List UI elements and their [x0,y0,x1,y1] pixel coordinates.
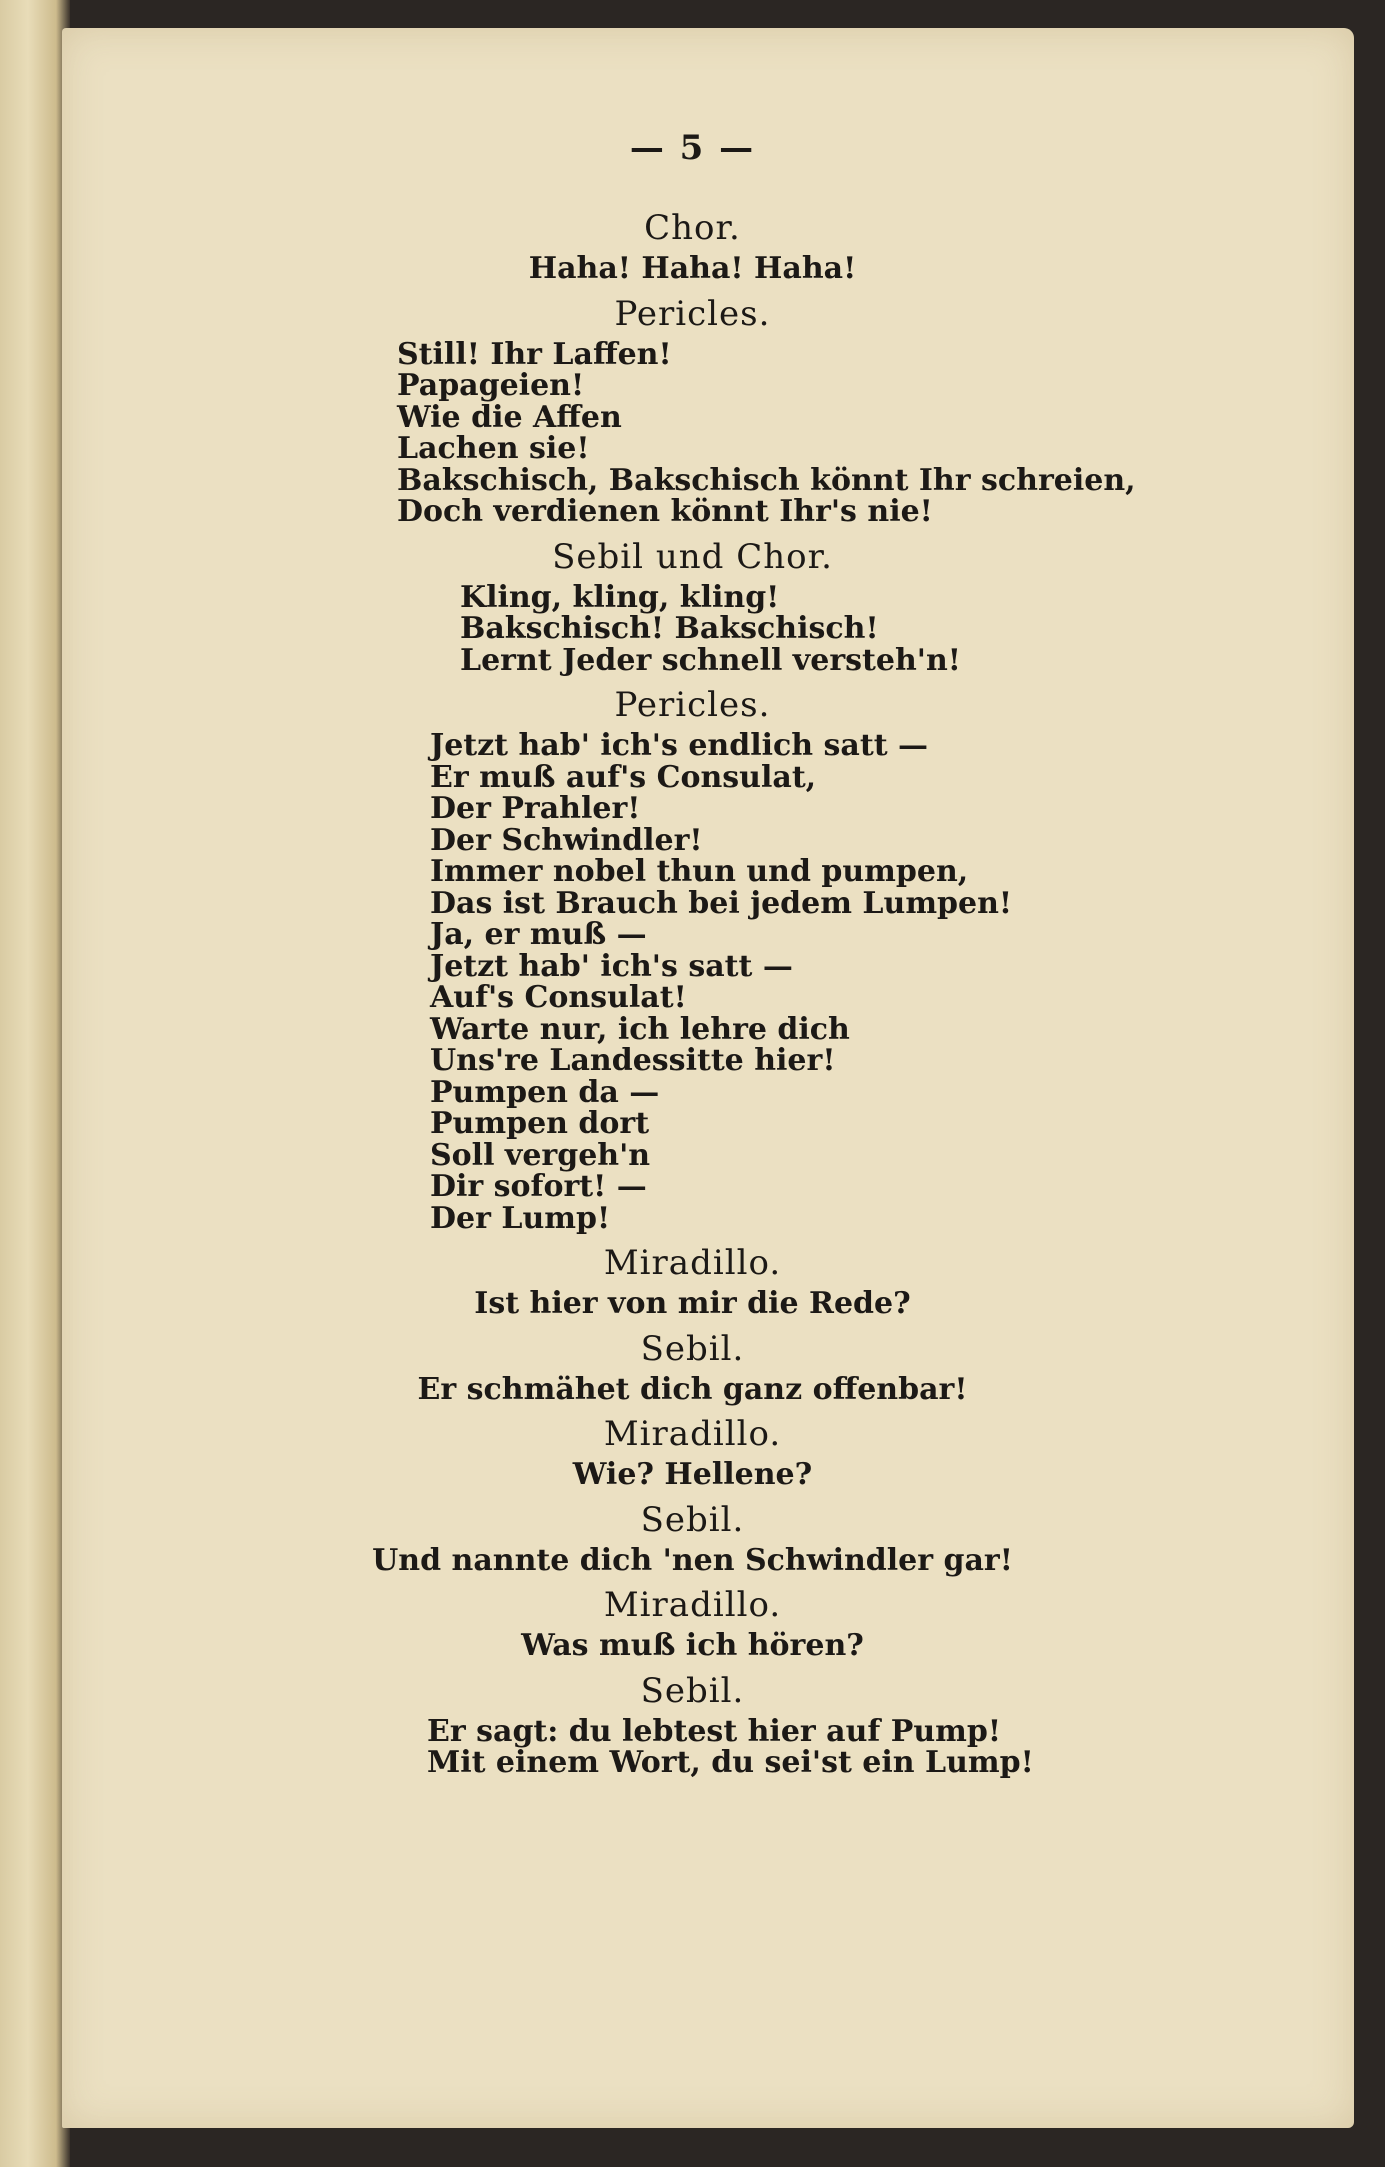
dialogue-line: Kling, kling, kling! [460,579,780,615]
dialogue-lines [0,579,1385,678]
dialogue-block [0,1497,1385,1583]
dialogue-line: Uns're Landessitte hier! [430,1043,836,1078]
speaker-name: Pericles. [614,685,771,725]
dialogue-line: Der Lump! [430,1200,611,1236]
dialogue-line: Dir sofort! — [430,1169,647,1204]
dialogue-line: Ist hier von mir die Rede? [474,1286,911,1321]
dialogue-line: Bakschisch! Bakschisch! [460,611,879,646]
dialogue-line: Wie die Affen [397,399,622,435]
speaker-name: Pericles. [614,293,771,334]
dialogue-lines [0,253,1385,285]
dialogue-line: Mit einem Wort, du sei'st ein Lump! [427,1745,1034,1780]
dialogue-block [0,1240,1385,1326]
dialogue-line: Der Schwindler! [430,822,703,858]
dialogue-line: Auf's Consulat! [430,980,687,1015]
dialogue-line: Doch verdienen könnt Ihr's nie! [397,494,933,529]
dialogue-line: Pumpen dort [430,1106,650,1141]
dialogue-line: Jetzt hab' ich's satt — [430,948,793,984]
dialogue-block [0,1668,1385,1785]
dialogue-line: Wie? Hellene? [572,1457,813,1492]
dialogue-lines [0,1288,1385,1320]
dialogue-line: Still! Ihr Laffen! [397,336,672,372]
dialogue-lines [0,730,1385,1234]
dialogue-lines [0,1542,1385,1578]
dialogue-line: Er schmähet dich ganz offenbar! [417,1371,968,1407]
dialogue-line: Er muß auf's Consulat, [430,759,817,795]
dialogue-line: Was muß ich hören? [521,1628,864,1663]
dialogue-line: Und nannte dich 'nen Schwindler gar! [372,1542,1013,1578]
dialogue-line: Lachen sie! [397,431,590,466]
dialogue-lines [0,1630,1385,1662]
speaker-name: Miradillo. [603,1585,782,1625]
speaker-name: Miradillo. [603,1243,782,1283]
speaker-name: Miradillo. [603,1414,782,1454]
speaker-name: Chor. [644,208,741,248]
dialogue-line: Soll vergeh'n [430,1137,651,1173]
dialogue-line: Pumpen da — [430,1074,660,1110]
speaker-name: Sebil und Chor. [552,536,833,577]
dialogue-lines [0,336,1385,529]
dialogue-line: Das ist Brauch bei jedem Lumpen! [430,885,1013,921]
dialogue-lines [0,1459,1385,1491]
dialogue-line: Jetzt hab' ich's endlich satt — [430,728,929,763]
dialogue-line: Warte nur, ich lehre dich [430,1011,850,1047]
dialogue-block [0,291,1385,534]
dialogue-line: Bakschisch, Bakschisch könnt Ihr schreien, [397,462,1136,498]
dialogue-block [0,534,1385,683]
page-number: — 5 — [629,128,756,168]
dialogue-block [0,1326,1385,1412]
dialogue-block [0,682,1385,1240]
speaker-name: Sebil. [640,1499,745,1540]
dialogue-line: Er sagt: du lebtest hier auf Pump! [427,1713,1002,1749]
dialogue-lines [0,1371,1385,1407]
play-text [0,205,1385,1785]
dialogue-block [0,205,1385,291]
speaker-name: Sebil. [640,1328,745,1369]
dialogue-line: Ja, er muß — [430,917,647,952]
dialogue-line: Haha! Haha! Haha! [528,251,857,286]
dialogue-line: Der Prahler! [430,791,641,826]
dialogue-lines [0,1713,1385,1780]
dialogue-block [0,1582,1385,1668]
dialogue-line: Lernt Jeder schnell versteh'n! [460,642,961,678]
speaker-name: Sebil. [640,1670,745,1711]
dialogue-block [0,1411,1385,1497]
dialogue-line: Papageien! [397,368,585,403]
dialogue-line: Immer nobel thun und pumpen, [430,854,969,889]
